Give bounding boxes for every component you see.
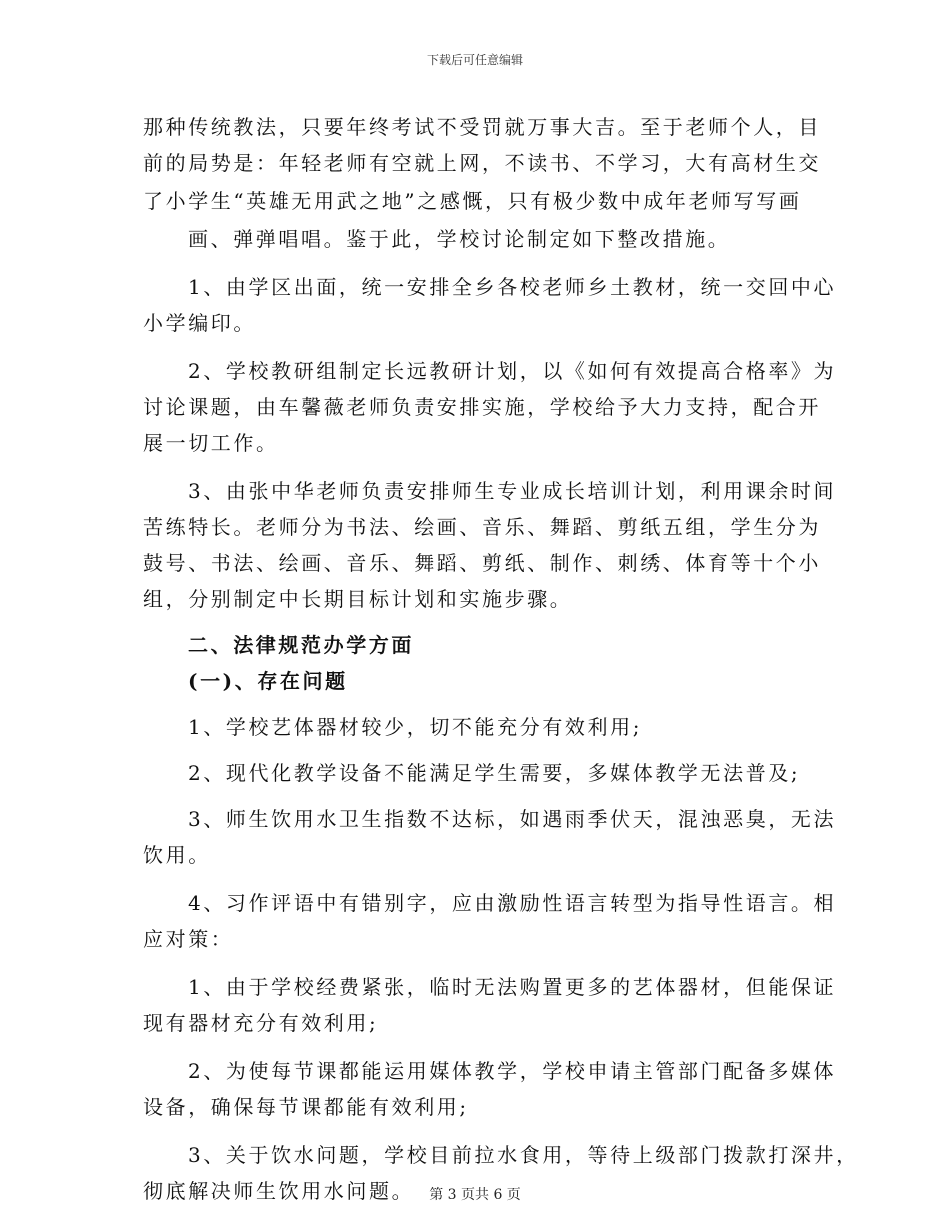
- text-line: 展一切工作。: [143, 431, 279, 455]
- text-line: 3、由张中华老师负责安排师生专业成长培训计划，利用课余时间: [188, 479, 837, 503]
- text-line: 4、习作评语中有错别字，应由激励性语言转型为指导性语言。相: [188, 891, 837, 915]
- text-line: 2、学校教研组制定长远教研计划，以《如何有效提高合格率》为: [188, 359, 837, 383]
- page-footer: 第 3 页共 6 页: [429, 1187, 521, 1203]
- text-line: 3、关于饮水问题，学校目前拉水食用，等待上级部门拨款打深井，: [188, 1143, 859, 1167]
- text-line: 鼓号、书法、绘画、音乐、舞蹈、剪纸、制作、刺绣、体育等十个小: [143, 551, 821, 575]
- text-line: 苦练特长。老师分为书法、绘画、音乐、舞蹈、剪纸五组，学生分为: [143, 515, 821, 539]
- text-line: 1、由学区出面，统一安排全乡各校老师乡土教材，统一交回中心: [188, 275, 837, 299]
- section-heading: (一)、存在问题: [188, 669, 348, 693]
- text-line: 饮用。: [143, 843, 211, 867]
- text-line: 2、为使每节课都能运用媒体教学，学校申请主管部门配备多媒体: [188, 1059, 837, 1083]
- text-line: 3、师生饮用水卫生指数不达标，如遇雨季伏天，混浊恶臭，无法: [188, 807, 837, 831]
- page-header: 下载后可任意编辑: [426, 53, 523, 67]
- text-line: 彻底解决师生饮用水问题。: [143, 1179, 415, 1203]
- text-line: 现有器材充分有效利用;: [143, 1011, 379, 1035]
- text-line: 小学编印。: [143, 311, 256, 335]
- text-line: 讨论课题，由车馨薇老师负责安排实施，学校给予大力支持，配合开: [143, 395, 821, 419]
- text-line: 那种传统教法，只要年终考试不受罚就万事大吉。至于老师个人，目: [143, 115, 821, 139]
- text-line: 前的局势是：年轻老师有空就上网，不读书、不学习，大有高材生交: [143, 151, 821, 175]
- text-line: 2、现代化教学设备不能满足学生需要，多媒体教学无法普及;: [188, 761, 801, 785]
- text-line: 设备，确保每节课都能有效利用;: [143, 1095, 469, 1119]
- text-line: 画、弹弹唱唱。鉴于此，学校讨论制定如下整改措施。: [188, 227, 731, 251]
- text-line: 1、学校艺体器材较少，切不能充分有效利用;: [188, 715, 643, 739]
- text-line: 组，分别制定中长期目标计划和实施步骤。: [143, 587, 573, 611]
- text-line: 应对策：: [143, 927, 234, 951]
- text-line: 1、由于学校经费紧张，临时无法购置更多的艺体器材，但能保证: [188, 975, 837, 999]
- text-line: 了小学生“英雄无用武之地”之感慨，只有极少数中成年老师写写画: [143, 189, 802, 213]
- section-heading: 二、法律规范办学方面: [188, 633, 414, 657]
